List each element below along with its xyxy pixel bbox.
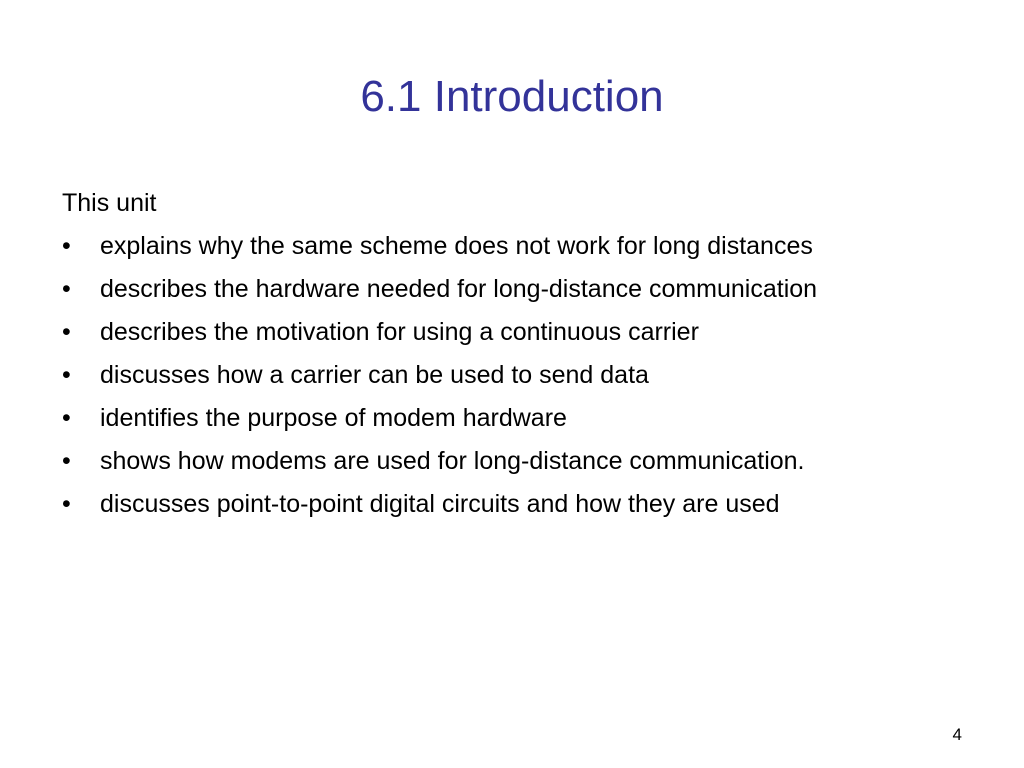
bullet-item [62,487,817,530]
bullet-text: describes the motivation for using a continuous carrier [100,318,699,346]
bullet-icon: • [62,404,71,432]
bullet-item [62,444,817,487]
bullet-icon: • [62,275,71,303]
bullet-icon: • [62,447,71,475]
bullet-item [62,358,817,401]
bullet-text: identifies the purpose of modem hardware [100,404,567,432]
page-number: 4 [952,725,962,744]
bullet-item [62,229,817,272]
bullet-item [62,401,817,444]
bullet-text: discusses point-to-point digital circuits and how they are used [100,490,780,518]
bullet-list [62,229,817,530]
bullet-text: describes the hardware needed for long-distance communication [100,275,818,303]
bullet-icon: • [62,318,71,346]
bullet-icon: • [62,490,71,518]
bullet-text: discusses how a carrier can be used to send data [100,361,649,389]
bullet-text: shows how modems are used for long-distance communication. [100,447,805,475]
intro-text: This unit [62,189,157,217]
bullet-icon: • [62,232,71,260]
bullet-text: explains why the same scheme does not work for long distances [100,232,813,260]
bullet-item [62,272,817,315]
bullet-icon: • [62,361,71,389]
slide-title: 6.1 Introduction [360,72,664,121]
bullet-item [62,315,817,358]
